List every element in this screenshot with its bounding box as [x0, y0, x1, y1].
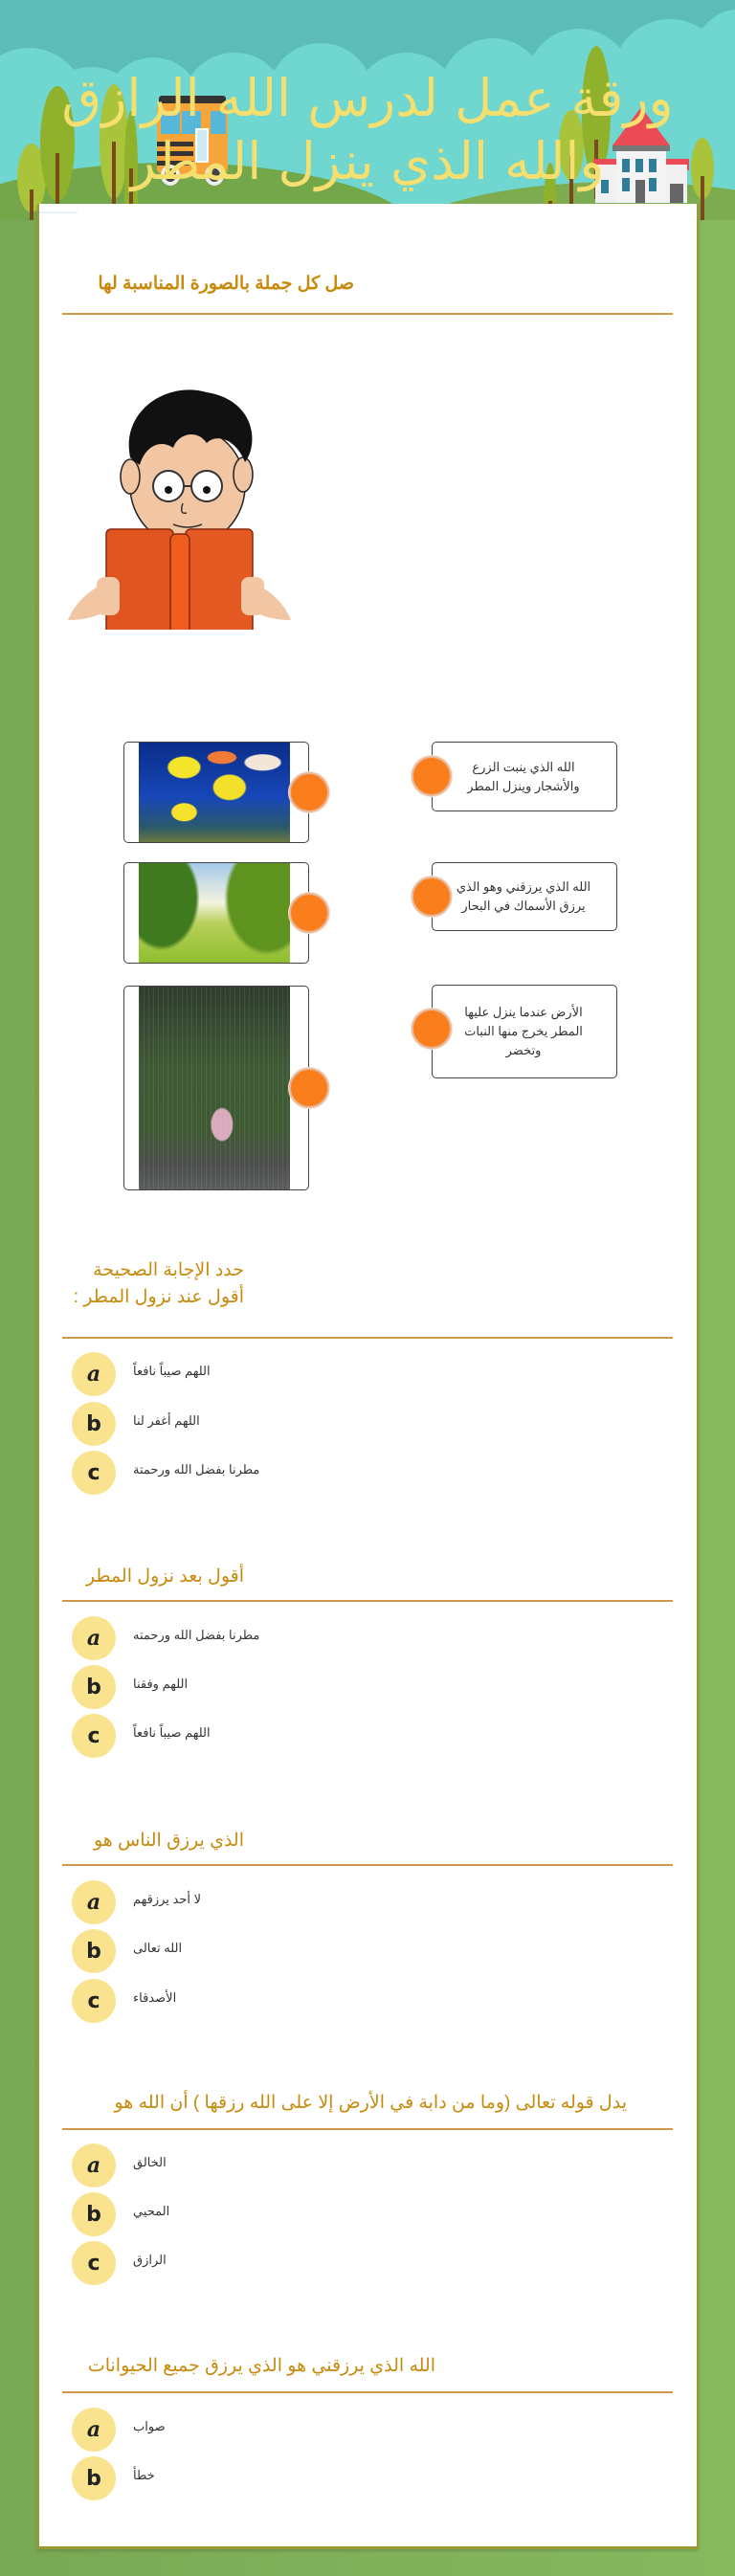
option-letter-badge: b	[72, 2456, 116, 2500]
question-prompt: الله الذي يرزقني هو الذي يرزق جميع الحيوانات	[87, 2356, 435, 2376]
option-label: الأصدقاء	[133, 1990, 177, 2005]
connector-dot[interactable]	[412, 756, 452, 796]
option-b[interactable]	[49, 1402, 623, 1448]
boy-reading-illustration	[63, 352, 350, 630]
question-prompt: يدل قوله تعالى (وما من دابة في الأرض إلا على الله رزقها ) أن الله هو	[114, 2093, 627, 2113]
divider	[62, 2391, 673, 2393]
option-letter-badge: a	[72, 2408, 116, 2452]
option-letter-badge: c	[72, 1451, 116, 1495]
option-letter-badge: b	[72, 2192, 116, 2236]
option-label: الرازق	[133, 2253, 167, 2267]
option-letter-badge: b	[72, 1665, 116, 1709]
connector-dot[interactable]	[289, 1068, 329, 1108]
option-b[interactable]	[49, 1665, 623, 1711]
rain-garden-image	[139, 987, 290, 1189]
option-label: اللهم صيباً نافعاً	[133, 1364, 211, 1378]
divider	[62, 1337, 673, 1339]
option-label: مطرنا بفضل الله ورحمته	[133, 1628, 260, 1642]
option-b[interactable]	[49, 2456, 623, 2502]
divider	[62, 1600, 673, 1602]
option-letter-badge: a	[72, 1352, 116, 1396]
option-letter-badge: b	[72, 1402, 116, 1446]
option-a[interactable]	[49, 1880, 623, 1926]
sentence-text: الله الذي ينبت الزرع والأشجار وينزل المطر	[467, 759, 580, 793]
match-sentence-3[interactable]	[432, 985, 617, 1078]
option-letter-badge: c	[72, 2241, 116, 2285]
match-sentence-1[interactable]	[432, 742, 617, 811]
option-c[interactable]	[49, 2241, 623, 2287]
option-letter-badge: a	[72, 2143, 116, 2187]
option-label: الله تعالى	[133, 1941, 183, 1955]
option-a[interactable]	[49, 1352, 623, 1398]
match-image-park[interactable]	[123, 862, 309, 964]
header-banner	[0, 0, 735, 220]
mcq-instruction: حدد الإجابة الصحيحة	[93, 1260, 244, 1280]
option-c[interactable]	[49, 1979, 623, 2025]
option-label: خطأ	[133, 2468, 155, 2482]
page-title: ورقة عمل لدرس الله الرازق والله الذي ينزل المطر	[61, 68, 674, 191]
question-prompt: الذي يرزق الناس هو	[93, 1831, 244, 1851]
question-prompt: أقول عند نزول المطر :	[73, 1287, 244, 1307]
option-c[interactable]	[49, 1714, 623, 1760]
option-c[interactable]	[49, 1451, 623, 1497]
sentence-text: الأرض عندما ينزل عليها المطر يخرج منها النبات وتخضر	[464, 1005, 583, 1057]
connector-dot[interactable]	[289, 772, 329, 812]
option-letter-badge: c	[72, 1714, 116, 1758]
option-a[interactable]	[49, 2143, 623, 2189]
option-b[interactable]	[49, 1929, 623, 1975]
divider	[62, 2128, 673, 2130]
option-label: مطرنا بفضل الله ورحمتة	[133, 1462, 260, 1477]
option-label: اللهم وفقنا	[133, 1677, 189, 1691]
option-letter-badge: c	[72, 1979, 116, 2023]
option-b[interactable]	[49, 2192, 623, 2238]
connector-dot[interactable]	[412, 1009, 452, 1049]
match-image-rain[interactable]	[123, 986, 309, 1190]
option-letter-badge: b	[72, 1929, 116, 1973]
fish-underwater-image	[139, 743, 290, 842]
connector-dot[interactable]	[412, 877, 452, 917]
connector-dot[interactable]	[289, 893, 329, 933]
question-prompt: أقول بعد نزول المطر	[85, 1566, 244, 1587]
option-letter-badge: a	[72, 1616, 116, 1660]
match-image-fish[interactable]	[123, 742, 309, 843]
option-label: اللهم صيباً نافعاً	[133, 1725, 211, 1740]
card-top-accent	[39, 211, 78, 213]
option-letter-badge: a	[72, 1880, 116, 1924]
option-label: اللهم أغفر لنا	[133, 1413, 200, 1428]
matching-section-title: صل كل جملة بالصورة المناسبة لها	[98, 274, 354, 294]
option-label: صواب	[133, 2419, 166, 2433]
green-park-trees-image	[139, 863, 290, 963]
divider	[62, 313, 673, 315]
option-label: لا أحد يرزقهم	[133, 1892, 202, 1906]
sentence-text: الله الذي يرزقني وهو الذي يرزق الأسماك في البحار	[456, 879, 591, 913]
option-a[interactable]	[49, 2408, 623, 2454]
option-label: الخالق	[133, 2155, 167, 2169]
worksheet-card	[37, 204, 699, 2549]
divider	[62, 1864, 673, 1866]
option-a[interactable]	[49, 1616, 623, 1662]
option-label: المحيي	[133, 2204, 170, 2218]
match-sentence-2[interactable]	[432, 862, 617, 931]
